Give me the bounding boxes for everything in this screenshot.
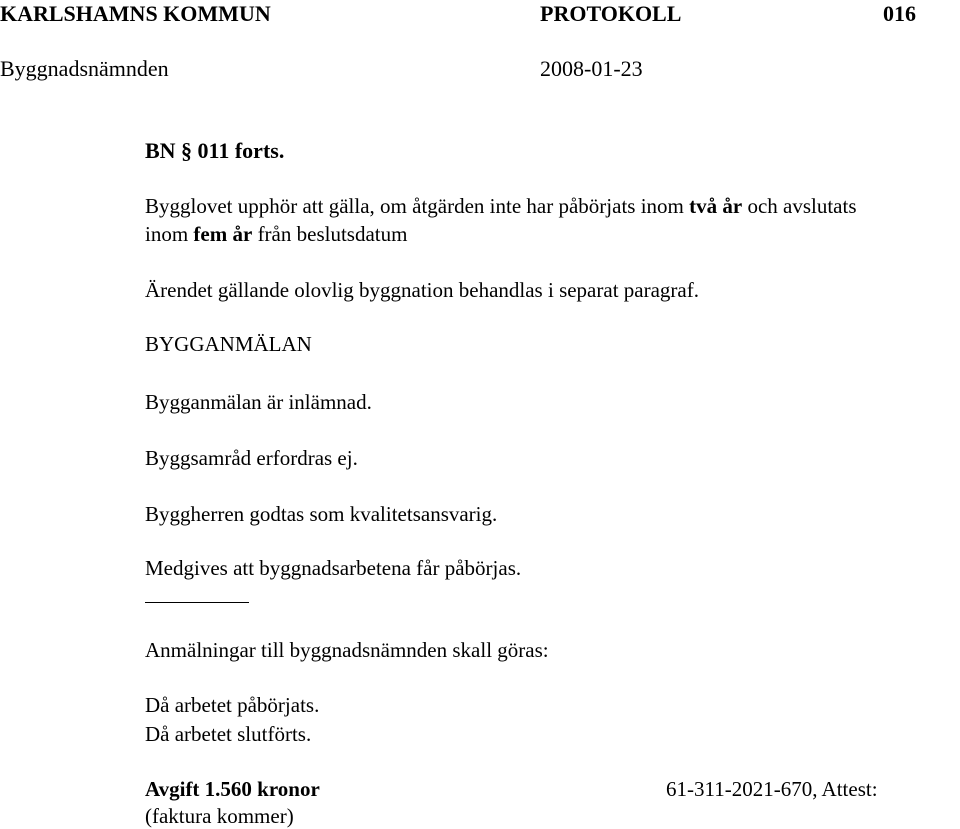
illegal-construction-note: Ärendet gällande olovlig byggnation behandlas i separat paragraf. [145, 278, 699, 302]
validity-term-five-years: fem år [193, 222, 253, 246]
notifications-heading: Anmälningar till byggnadsnämnden skall göras: [145, 638, 549, 662]
list-item: Bygganmälan är inlämnad. [145, 390, 372, 414]
section-divider [145, 602, 249, 603]
list-item: Byggherren godtas som kvalitetsansvarig. [145, 502, 498, 526]
notify-item-started: Då arbetet påbörjats. [145, 693, 320, 717]
notify-item-finished: Då arbetet slutförts. [145, 722, 312, 746]
bygganmalan-heading: BYGGANMÄLAN [145, 332, 312, 356]
section-reference: BN § 011 forts. [145, 138, 285, 163]
invoice-note: (faktura kommer) [145, 804, 294, 828]
list-item: Medgives att byggnadsarbetena får påbörjas. [145, 556, 522, 580]
validity-line-1 [145, 196, 857, 217]
validity-text-2-tail: från beslutsdatum [252, 222, 408, 246]
document-type: PROTOKOLL [540, 1, 682, 26]
validity-term-two-years: två år [689, 194, 743, 218]
page-number: 016 [883, 1, 916, 26]
account-attest: 61-311-2021-670, Attest: [666, 777, 878, 801]
validity-text-1-tail: och avslutats [742, 194, 857, 218]
list-item: Byggsamråd erfordras ej. [145, 446, 358, 470]
municipality-name: KARLSHAMNS KOMMUN [0, 1, 271, 26]
validity-text-1: Bygglovet upphör att gälla, om åtgärden inte har påbörjats inom [145, 194, 690, 218]
validity-text-2: inom [145, 222, 194, 246]
fee-amount: Avgift 1.560 kronor [145, 777, 320, 801]
validity-line-2 [145, 224, 407, 245]
document-date: 2008-01-23 [540, 56, 643, 81]
board-name: Byggnadsnämnden [0, 56, 169, 81]
